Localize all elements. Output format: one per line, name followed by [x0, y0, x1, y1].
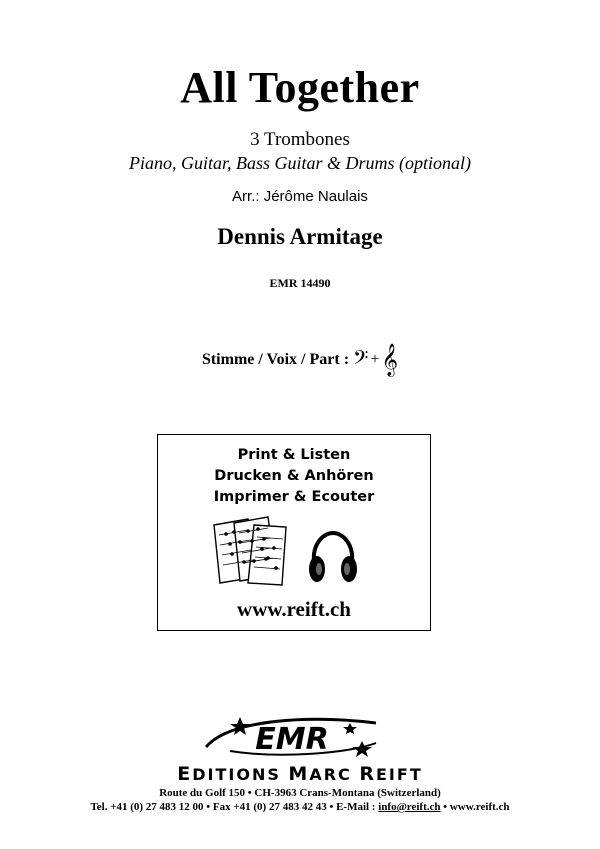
publisher-name-e: E	[177, 763, 193, 785]
composer: Dennis Armitage	[217, 224, 383, 249]
publisher-name-r: R	[359, 763, 376, 785]
contact-phone-fax: Tel. +41 (0) 27 483 12 00 • Fax +41 (0) 27 483 42 43 • E-Mail :	[90, 801, 379, 813]
sheet-music-icon	[210, 515, 294, 587]
print-listen-box	[157, 434, 431, 631]
publisher-name-ditions: DITIONS	[192, 765, 289, 784]
publisher-address: Route du Golf 150 • CH-3963 Crans-Montana (Switzerland)	[159, 787, 441, 799]
catalog-number: EMR 14490	[269, 276, 331, 290]
accompaniment: Piano, Guitar, Bass Guitar & Drums (optional)	[128, 153, 472, 173]
instrumentation: 3 Trombones	[250, 129, 350, 150]
bass-clef-icon: 𝄢	[353, 346, 369, 374]
publisher-name-m: M	[288, 763, 310, 785]
emr-logo	[200, 713, 384, 759]
publisher-name-arc: ARC	[309, 765, 360, 784]
part-label: Stimme / Voix / Part :	[201, 351, 350, 368]
part-line	[0, 343, 600, 376]
plus-sign: +	[370, 351, 380, 368]
clefs	[353, 343, 399, 376]
contact-website: • www.reift.ch	[440, 801, 510, 813]
print-listen-fr: Imprimer & Ecouter	[213, 489, 375, 505]
treble-clef-icon: 𝄞	[381, 343, 399, 376]
print-listen-en: Print & Listen	[237, 447, 351, 463]
print-listen-de: Drucken & Anhören	[214, 468, 374, 484]
arranger: Arr.: Jérôme Naulais	[232, 188, 368, 205]
promo-url[interactable]: www.reift.ch	[237, 597, 351, 621]
headphones-icon	[306, 529, 360, 585]
publisher-contact	[0, 801, 600, 813]
email-link[interactable]: info@reift.ch	[378, 801, 441, 813]
publisher-name	[0, 763, 600, 785]
emr-logo-text: EMR	[255, 722, 329, 757]
publisher-name-eift: EIFT	[376, 765, 423, 784]
page-title: All Together	[180, 63, 420, 112]
